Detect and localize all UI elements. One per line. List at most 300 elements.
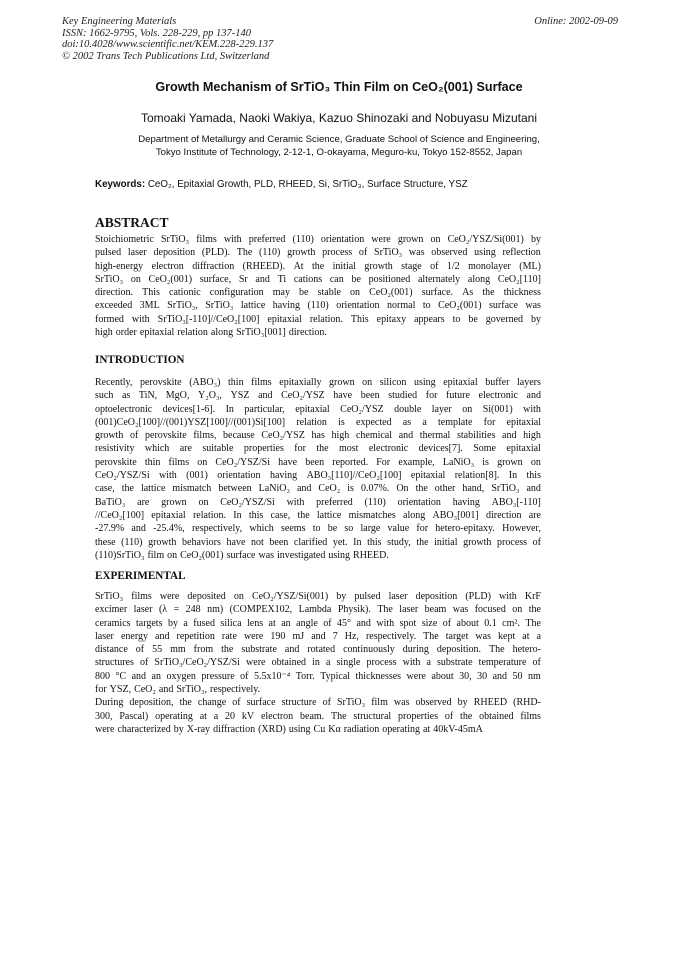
word: and: [131, 670, 147, 682]
text-line: [95, 246, 541, 259]
word: at: [268, 617, 276, 629]
text-line: [95, 509, 541, 522]
word: (110): [364, 496, 386, 508]
word: expected: [356, 416, 392, 428]
word: 30: [477, 670, 488, 682]
word: between: [218, 483, 252, 495]
word: rate: [221, 630, 237, 642]
word: formed: [95, 313, 124, 325]
word: (110): [121, 536, 143, 548]
word: continuously: [343, 644, 395, 656]
word: using: [328, 549, 351, 561]
word: observed: [415, 697, 452, 709]
word: The: [236, 247, 253, 259]
word: CeO₂/YSZ/Si: [215, 456, 271, 468]
word: of: [532, 536, 541, 548]
word: of: [430, 260, 439, 272]
word: epitaxial: [267, 313, 302, 325]
word: the: [416, 536, 429, 548]
word: Si(001): [482, 403, 513, 415]
word: -25.4%,: [153, 523, 185, 535]
word: and: [296, 483, 312, 495]
word: reflection: [502, 247, 541, 259]
keywords-label: Keywords:: [95, 179, 146, 190]
word: alternately: [417, 273, 461, 285]
text-line: [95, 286, 541, 299]
text-line: [95, 442, 541, 455]
word: RHEED.: [353, 549, 389, 561]
word: for: [425, 390, 438, 402]
affiliation-line: Department of Metallurgy and Ceramic Science, Graduate School of Science and Engineering,: [138, 134, 540, 145]
word: LaNiO₃: [442, 456, 475, 468]
word: be: [327, 523, 338, 535]
author-list: Tomoaki Yamada, Naoki Wakiya, Kazuo Shinozaki and Nobuyasu Mizutani: [141, 111, 537, 125]
word: stage: [401, 260, 422, 272]
word: CeO₂[110]: [497, 273, 541, 285]
word: (PLD).: [201, 247, 230, 259]
word: =: [173, 604, 180, 616]
word: 40kV-45mA: [433, 723, 483, 735]
section-heading-introduction: INTRODUCTION: [95, 354, 185, 366]
word: (110): [259, 247, 281, 259]
copyright-line: © 2002 Trans Tech Publications Ltd, Switzerland: [62, 50, 270, 62]
word: grown: [329, 377, 355, 388]
word: YSZ,: [109, 684, 132, 696]
introduction-body: [95, 376, 541, 562]
word: thin: [228, 377, 244, 388]
word: CeO₂/YSZ: [340, 403, 384, 415]
word: with: [223, 234, 242, 245]
keywords: [95, 179, 468, 190]
text-line: [95, 630, 541, 643]
word: this: [367, 536, 382, 548]
word: been: [269, 536, 289, 548]
word: (110): [292, 234, 314, 245]
word: orientation: [320, 234, 365, 245]
word: for: [294, 443, 306, 455]
word: be: [351, 273, 361, 285]
word: Hz,: [344, 630, 359, 642]
word: beam.: [300, 710, 325, 722]
word: targets: [136, 617, 163, 629]
word: Torr.: [295, 670, 315, 682]
online-date: Online: 2002-09-09: [534, 16, 618, 27]
word: growth: [364, 260, 393, 272]
word: on: [197, 456, 208, 468]
word: for: [483, 416, 496, 428]
word: epitaxial: [506, 416, 541, 428]
word: Y₂O₃,: [198, 390, 222, 402]
word: this: [526, 470, 541, 482]
word: was: [452, 604, 469, 616]
word: deposition: [415, 591, 458, 602]
word: CeO₂: [318, 483, 341, 495]
word: (PLD): [465, 591, 491, 602]
word: using: [474, 247, 496, 259]
word: -27.9%: [95, 523, 125, 535]
word: repetition: [176, 630, 215, 642]
word: process: [497, 536, 528, 548]
word: respectively.: [210, 684, 261, 696]
word: lattice: [240, 300, 266, 312]
text-line: [95, 683, 541, 696]
word: mm: [170, 644, 186, 656]
word: CeO₂/YSZ: [281, 390, 325, 402]
word: which: [144, 443, 170, 455]
word: 55: [152, 644, 163, 656]
word: epitaxial: [295, 403, 330, 415]
text-line: [95, 376, 541, 389]
word: lattice: [140, 483, 166, 495]
word: Recently,: [95, 377, 133, 388]
word: operating: [155, 710, 193, 722]
word: obtained: [271, 657, 307, 669]
word: has: [311, 430, 325, 442]
word: 20: [225, 710, 236, 722]
word: are: [137, 496, 150, 508]
word: were: [95, 723, 115, 735]
word: a: [426, 657, 431, 669]
word: as: [402, 416, 412, 428]
word: was: [525, 300, 541, 312]
text-line: [95, 233, 541, 246]
word: deposition.: [436, 644, 482, 656]
word: radiation: [343, 723, 380, 735]
word: investigated: [277, 549, 326, 561]
journal-name: Key Engineering Materials: [62, 16, 177, 27]
word: the: [460, 710, 473, 722]
word: can: [329, 273, 344, 285]
word: pulsed: [354, 591, 381, 602]
word: the: [297, 509, 310, 521]
word: the: [415, 483, 428, 495]
word: LaNiO₃: [258, 483, 290, 495]
word: In: [233, 509, 242, 521]
word: so: [344, 523, 354, 535]
word: governed: [485, 313, 524, 325]
word: seems: [281, 523, 306, 535]
word: because: [223, 430, 255, 442]
word: with: [286, 496, 305, 508]
word: having: [272, 300, 300, 312]
word: electronic: [478, 390, 518, 402]
word: along: [467, 273, 491, 285]
word: and: [255, 273, 270, 285]
word: excimer: [95, 604, 128, 616]
word: on: [198, 496, 209, 508]
word: an: [281, 617, 291, 629]
word: on: [430, 234, 441, 245]
word: laser: [127, 247, 147, 259]
word: mJ: [292, 630, 305, 642]
word: of: [444, 710, 454, 722]
word: with: [499, 591, 517, 602]
word: on: [462, 403, 473, 415]
word: surface.: [421, 287, 454, 299]
word: perovskite: [145, 430, 187, 442]
word: and: [526, 483, 541, 495]
word: CeO₂/YSZ: [261, 430, 305, 442]
word: the: [311, 260, 325, 272]
word: hetero-epitaxy.: [435, 523, 495, 535]
word: in: [312, 657, 320, 669]
text-line: [95, 549, 541, 562]
word: cationic: [169, 287, 201, 299]
word: deposition: [153, 247, 196, 259]
word: a: [213, 710, 219, 722]
word: (001): [186, 470, 208, 482]
word: (RHD-: [513, 697, 541, 709]
word: and: [492, 670, 508, 682]
word: on: [512, 604, 523, 616]
word: change: [197, 697, 227, 709]
text-line: [95, 273, 541, 286]
word: a: [183, 617, 188, 629]
word: SrTiO₃: [491, 483, 520, 495]
word: surface: [489, 300, 518, 312]
word: the: [121, 483, 134, 495]
word: growth: [95, 430, 124, 442]
text-line: [95, 643, 541, 656]
text-line: [95, 603, 541, 616]
word: epitaxial: [139, 327, 175, 339]
word: by: [457, 697, 468, 709]
word: 50: [512, 670, 523, 682]
experimental-body: [95, 590, 541, 736]
word: be: [299, 287, 309, 299]
word: pressure: [201, 670, 235, 682]
word: at: [423, 723, 431, 735]
word: process: [366, 657, 397, 669]
word: such: [95, 390, 114, 402]
word: KrF: [524, 591, 541, 602]
word: (ABO₃): [189, 377, 221, 388]
word: by: [336, 591, 347, 602]
word: laser: [399, 604, 419, 616]
paper-title: Growth Mechanism of SrTiO₃ Thin Film on CeO₂(001) Surface: [155, 80, 523, 94]
word: YSZ: [230, 390, 250, 402]
word: SrTiO₃: [205, 300, 234, 312]
text-line: [95, 710, 541, 723]
word: (110): [307, 300, 329, 312]
word: CeO₂/YSZ/Si(001): [251, 591, 329, 602]
word: Ti: [277, 273, 287, 285]
word: a: [536, 630, 541, 642]
word: layer: [431, 403, 452, 415]
word: example,: [398, 456, 435, 468]
word: CeO₂/YSZ/Si(001): [447, 234, 524, 245]
word: with: [523, 403, 541, 415]
word: perovskite: [139, 377, 182, 388]
word: thickness: [503, 287, 541, 299]
word: BaTiO₃: [95, 496, 126, 508]
word: clarified: [293, 536, 328, 548]
text-line: [95, 260, 541, 273]
word: orientation: [336, 300, 380, 312]
word: 45°: [337, 617, 352, 629]
word: were: [406, 670, 426, 682]
word: angle: [296, 617, 318, 629]
word: relation.: [192, 509, 226, 521]
word: appears: [414, 313, 445, 325]
word: orientation: [217, 470, 261, 482]
word: Some: [473, 443, 496, 455]
word: At: [293, 260, 304, 272]
word: by: [530, 234, 541, 245]
word: pulsed: [95, 247, 122, 259]
word: Sr: [238, 273, 248, 285]
word: epitaxy: [376, 313, 407, 325]
word: on: [167, 549, 178, 561]
word: ceramics: [95, 617, 131, 629]
word: high: [331, 430, 350, 442]
word: not: [251, 536, 264, 548]
word: an: [151, 670, 161, 682]
word: Lambda: [298, 604, 332, 616]
text-line: [95, 326, 541, 339]
word: at: [199, 710, 207, 722]
section-heading-abstract: ABSTRACT: [95, 215, 169, 230]
word: having: [269, 470, 298, 482]
word: SrTiO₃: [95, 591, 124, 602]
word: obtained: [479, 710, 514, 722]
word: thicknesses: [355, 670, 402, 682]
word: growth: [148, 536, 177, 548]
word: 800: [95, 670, 110, 682]
word: electronic: [368, 443, 409, 455]
word: the: [179, 697, 192, 709]
word: at: [522, 630, 530, 642]
word: on: [362, 377, 373, 388]
word: cations: [293, 273, 323, 285]
word: preferred: [248, 234, 286, 245]
word: MgO,: [165, 390, 190, 402]
word: observed: [431, 247, 468, 259]
text-line: [95, 696, 541, 709]
word: Kα: [328, 723, 341, 735]
text-line: [95, 313, 541, 326]
word: was: [475, 630, 491, 642]
word: SrTiO₃,: [176, 684, 207, 696]
word: 1/2: [446, 260, 460, 272]
word: (RHEED).: [242, 260, 286, 272]
word: 248: [185, 604, 201, 616]
word: high: [523, 430, 541, 442]
word: stabilities: [457, 430, 496, 442]
word: The: [423, 630, 439, 642]
word: epitaxial: [151, 509, 186, 521]
word: these: [95, 536, 116, 548]
word: and: [398, 430, 414, 442]
word: silicon: [379, 377, 407, 388]
word: from: [193, 644, 214, 656]
word: large: [360, 523, 381, 535]
word: energy: [120, 630, 148, 642]
text-line: [95, 403, 541, 416]
word: films: [251, 377, 272, 388]
word: (COMPEX102,: [229, 604, 293, 616]
word: growth: [287, 247, 316, 259]
word: 0.07%.: [360, 483, 390, 495]
word: normal: [387, 300, 416, 312]
text-line: [95, 429, 541, 442]
word: studied: [388, 390, 418, 402]
word: and: [284, 644, 300, 656]
word: As: [462, 287, 474, 299]
word: behaviors: [182, 536, 221, 548]
word: the: [221, 644, 234, 656]
word: lattice: [316, 509, 342, 521]
text-line: [95, 469, 541, 482]
word: temperature: [478, 657, 527, 669]
text-line: [95, 456, 541, 469]
word: grown: [397, 234, 424, 245]
word: on: [130, 273, 141, 285]
word: on: [233, 591, 244, 602]
word: film: [371, 697, 388, 709]
word: value: [387, 523, 410, 535]
word: on: [350, 287, 361, 299]
word: operating: [382, 723, 420, 735]
word: laser: [133, 604, 153, 616]
word: The: [331, 710, 347, 722]
word: chemical: [355, 430, 393, 442]
word: 5.5x10⁻⁴: [253, 670, 291, 682]
word: The: [525, 617, 541, 629]
word: spot: [399, 617, 417, 629]
word: Physik).: [337, 604, 371, 616]
word: using: [288, 723, 311, 735]
word: Stoichiometric: [95, 234, 154, 245]
word: of: [322, 697, 331, 709]
word: This: [350, 313, 369, 325]
word: laser: [388, 591, 408, 602]
word: were: [243, 630, 264, 642]
word: along: [403, 509, 426, 521]
word: during: [402, 644, 429, 656]
word: buffer: [485, 377, 510, 388]
word: substrate: [437, 657, 473, 669]
word: along: [210, 327, 234, 339]
word: and: [502, 430, 517, 442]
word: study,: [387, 536, 411, 548]
word: direction.: [288, 327, 327, 339]
word: on: [530, 456, 541, 468]
word: a: [422, 416, 427, 428]
word: and: [158, 684, 174, 696]
word: structure: [281, 697, 317, 709]
word: are: [179, 443, 192, 455]
word: Typical: [320, 670, 351, 682]
word: silica: [220, 617, 242, 629]
word: single: [336, 657, 361, 669]
word: electron: [260, 710, 294, 722]
word: distance: [95, 644, 128, 656]
word: respectively.: [365, 630, 417, 642]
word: resistivity: [95, 443, 135, 455]
word: 7: [332, 630, 338, 642]
word: structural: [353, 710, 392, 722]
word: were: [159, 591, 180, 602]
word: most: [338, 443, 359, 455]
word: ABO₃[001]: [432, 509, 479, 521]
word: SrTiO₃: [160, 234, 190, 245]
word: have: [333, 390, 353, 402]
word: high: [95, 327, 113, 339]
word: configuration: [209, 287, 264, 299]
word: high-energy: [95, 260, 144, 272]
word: for: [416, 523, 429, 535]
